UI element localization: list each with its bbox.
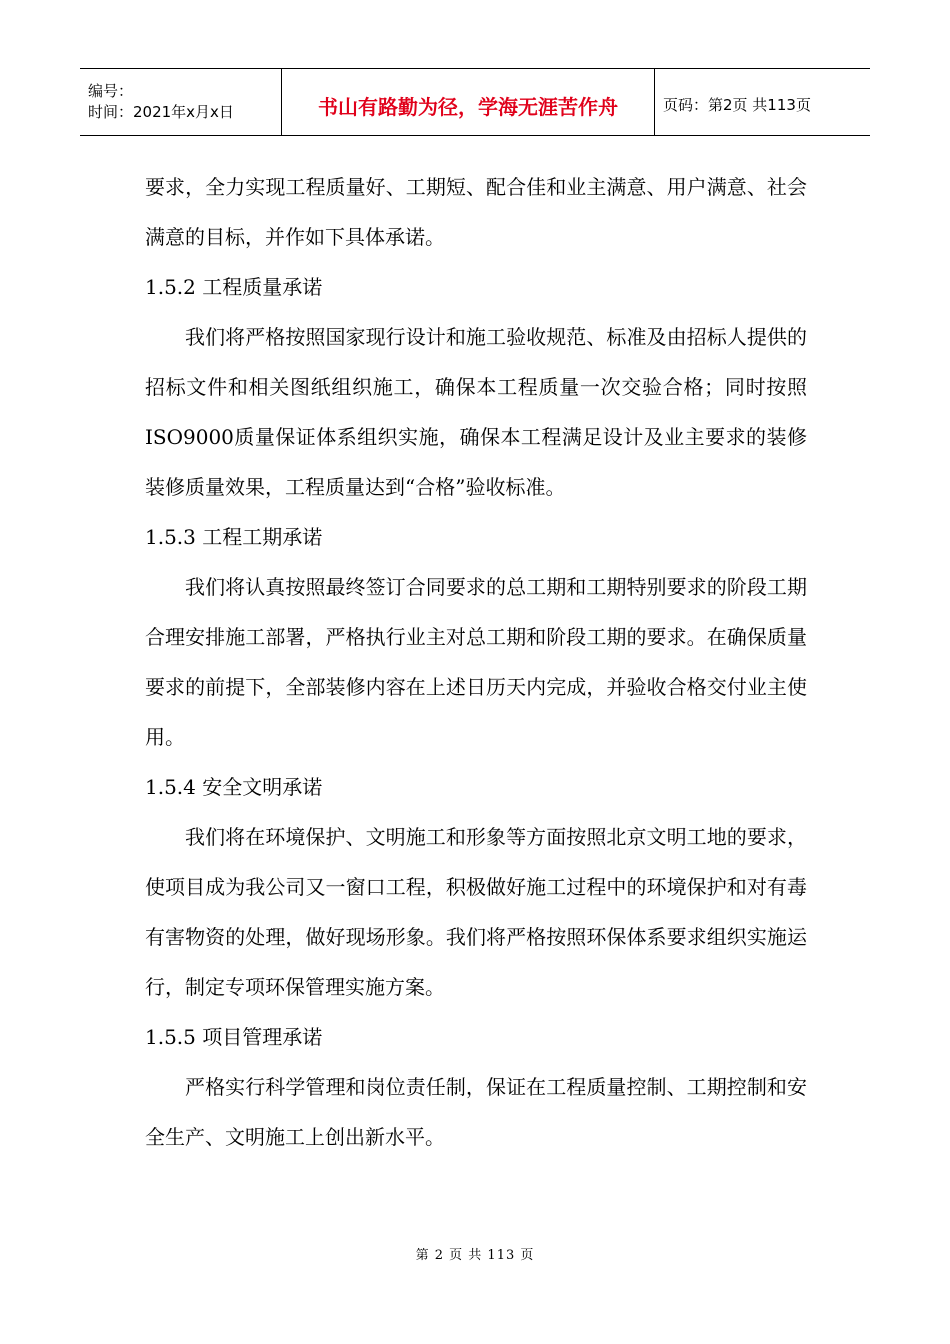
- paragraph-quality: 我们将严格按照国家现行设计和施工验收规范、标准及由招标人提供的招标文件和相关图纸组织施工，确保本工程质量一次交验合格；同时按照ISO9000质量保证体系组织实施，确保本工程满足设计及业主要求的装修装修质量效果，工程质量达到“合格”验收标准。: [145, 325, 807, 499]
- paragraph-safety: 我们将在环境保护、文明施工和形象等方面按照北京文明工地的要求，使项目成为我公司又一窗口工程，积极做好施工过程中的环境保护和对有毒有害物资的处理，做好现场形象。我们将严格按照环保体系要求组织实施运行，制定专项环保管理实施方案。: [145, 825, 807, 999]
- document-body: [145, 162, 807, 1162]
- section-heading-quality: 1.5.2 工程质量承诺: [145, 275, 323, 299]
- paragraph-intro: 要求，全力实现工程质量好、工期短、配合佳和业主满意、用户满意、社会满意的目标，并作如下具体承诺。: [145, 175, 807, 249]
- document-time: 时间：2021年x月x日: [88, 103, 234, 121]
- header-motto: 书山有路勤为径，学海无涯苦作舟: [318, 94, 618, 119]
- section-heading-schedule: 1.5.3 工程工期承诺: [145, 525, 323, 549]
- page-footer: 第 2 页 共 113 页: [415, 1248, 535, 1263]
- header-page-info: 页码：第2页 共113页: [663, 95, 811, 114]
- document-number-label: 编号：: [88, 82, 134, 100]
- paragraph-schedule: 我们将认真按照最终签订合同要求的总工期和工期特别要求的阶段工期合理安排施工部署，严格执行业主对总工期和阶段工期的要求。在确保质量要求的前提下，全部装修内容在上述日历天内完成，并验收合格交付业主使用。: [145, 575, 807, 749]
- section-heading-safety: 1.5.4 安全文明承诺: [145, 775, 323, 799]
- header-page-cell: [655, 69, 870, 135]
- section-heading-management: 1.5.5 项目管理承诺: [145, 1025, 323, 1049]
- header-motto-cell: [282, 69, 655, 135]
- paragraph-management: 严格实行科学管理和岗位责任制，保证在工程质量控制、工期控制和安全生产、文明施工上创出新水平。: [145, 1075, 807, 1149]
- page-header: [80, 68, 870, 136]
- header-meta-cell: [80, 69, 282, 135]
